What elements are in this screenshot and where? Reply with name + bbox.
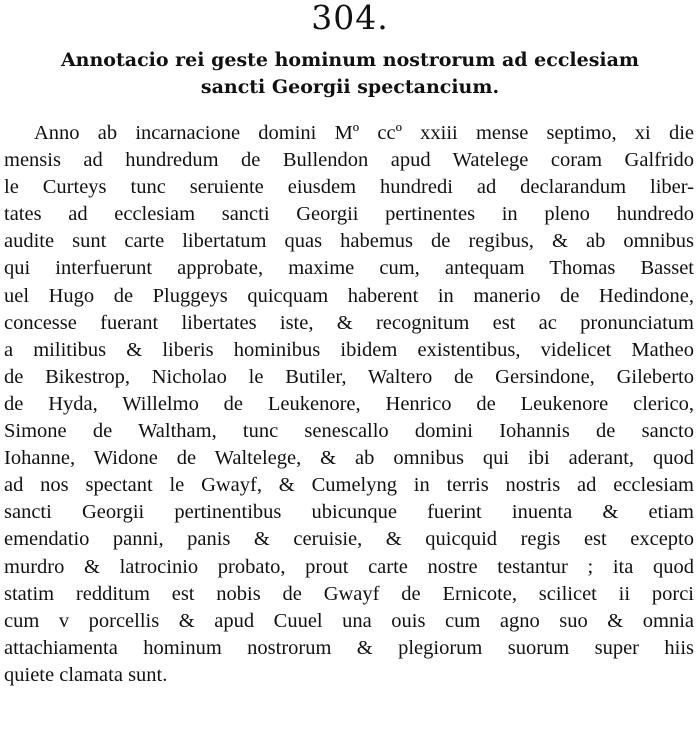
body-line: cum v porcellis & apud Cuuel una ouis cum agno suo & omnia (4, 609, 694, 632)
body-line: mensis ad hundredum de Bullendon apud Watelege coram Galfrido (4, 149, 694, 172)
body-line: Iohanne, Widone de Waltelege, & ab omnibus qui ibi aderant, quod (4, 447, 694, 470)
body-line: sancti Georgii pertinentibus ubicunque fuerint inuenta & etiam (4, 501, 694, 524)
body-line: Anno ab incarnacione domini Mº ccº xxiii mense septimo, xi die (34, 122, 694, 144)
body-line: le Curteys tunc seruiente eiusdem hundredi ad declarandum liber- (4, 176, 694, 199)
body-line: emendatio panni, panis & ceruisie, & quicquid regis est excepto (4, 528, 694, 551)
body-line: audite sunt carte libertatum quas habemus de regibus, & ab omnibus (4, 230, 694, 253)
body-line: ad nos spectant le Gwayf, & Cumelyng in terris nostris ad ecclesiam (4, 474, 694, 497)
body-line: concesse fuerant libertates iste, & recognitum est ac pronunciatum (4, 311, 694, 334)
body-line: statim redditum est nobis de Gwayf de Ernicote, scilicet ii porci (4, 582, 694, 605)
body-line: murdro & latrocinio probato, prout carte nostre testantur ; ita quod (4, 555, 694, 578)
body-line: qui interfuerunt approbate, maxime cum, antequam Thomas Basset (4, 257, 694, 280)
heading-line-2: sancti Georgii spectancium. (200, 76, 500, 98)
body-line: de Bikestrop, Nicholao le Butiler, Waltero de Gersindone, Gileberto (4, 365, 694, 388)
body-line: quiete clamata sunt. (4, 663, 168, 686)
heading-line-1: Annotacio rei geste hominum nostrorum ad ecclesiam (60, 49, 640, 71)
section-heading (0, 47, 700, 101)
body-line: de Hyda, Willelmo de Leukenore, Henrico de Leukenore clerico, (4, 392, 694, 415)
body-paragraph (4, 120, 694, 689)
body-line: tates ad ecclesiam sancti Georgii pertinentes in pleno hundredo (4, 203, 694, 226)
body-line: Simone de Waltham, tunc senescallo domini Iohannis de sancto (4, 420, 694, 443)
page-number: 304. (311, 0, 389, 37)
body-line: a militibus & liberis hominibus ibidem existentibus, videlicet Matheo (4, 338, 694, 361)
body-line: attachiamenta hominum nostrorum & plegiorum suorum super hiis (4, 636, 694, 659)
body-line: uel Hugo de Pluggeys quicquam haberent in manerio de Hedindone, (4, 284, 694, 307)
